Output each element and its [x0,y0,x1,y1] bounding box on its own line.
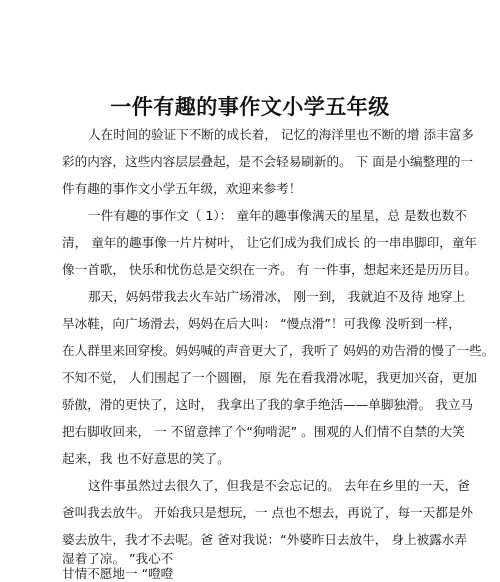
paragraph-line: 骄傲，滑的更快了，这时， 我拿出了我的拿手绝活——单脚独滑。 我立马 [62,397,474,412]
paragraph-line: 不知不觉， 人们围起了一个圆圈， 原 先在看我滑冰呢，我更加兴奋，更加 [62,370,478,385]
paragraph-line: 件有趣的事作文小学五年级，欢迎来参考！ [62,181,302,196]
paragraph-line: 一件有趣的事作文（ 1）： 童年的趣事像满天的星星，总 是数也数不 [88,208,467,223]
paragraph-line: 那天，妈妈带我去火车站广场滑冰， 刚一到， 我就迫不及待 地穿上 [88,289,466,304]
paragraph-line: 婆去放牛，我才不去呢。爸 爸对我说：“外婆昨日去放牛， 身上被露水弄 [62,532,467,547]
paragraph-line: 彩的内容，这些内容层层叠起，是不会轻易刷新的。 下 面是小编整理的一 [62,154,474,169]
paragraph-line: 起来，我 也不好意思的笑了。 [62,451,230,466]
paragraph-line: 在人群里来回穿梭。妈妈喊的声音更大了，我听了 妈妈的劝告滑的慢了一些。 [62,343,495,358]
paragraph-line: 爸叫我去放牛。 开始我只是想玩，一 点也不想去，再说了，每一天都是外 [62,505,474,520]
paragraph-line: 旱冰鞋，向广场滑去，妈妈在后大叫： “慢点滑”！可我像 没听到一样， [62,316,461,331]
paragraph-line: 把右脚收回来， 一 不留意摔了个“狗啃泥” 。围观的人们情不自禁的大笑 [62,424,465,439]
paragraph-line: 清， 童年的趣事像一片片树叶， 让它们成为我们成长 的一串串脚印，童年 [62,235,478,250]
paragraph-line: 甘情不愿地一 “噔噔 [62,566,174,581]
paragraph-line: 像一首歌， 快乐和忧伤总是交织在一齐。 有 一件事，想起来还是历历目。 [62,262,478,277]
paragraph-line: 人在时间的验证下不断的成长着， 记忆的海洋里也不断的增 添丰富多 [88,127,474,142]
paragraph-line: 湿着了凉。 ”我心不 [62,551,174,566]
document-title: 一件有趣的事作文小学五年级 [110,95,390,119]
paragraph-line: 这件事虽然过去很久了，但我是不会忘记的。 去年在乡里的一天，爸 [88,478,470,493]
